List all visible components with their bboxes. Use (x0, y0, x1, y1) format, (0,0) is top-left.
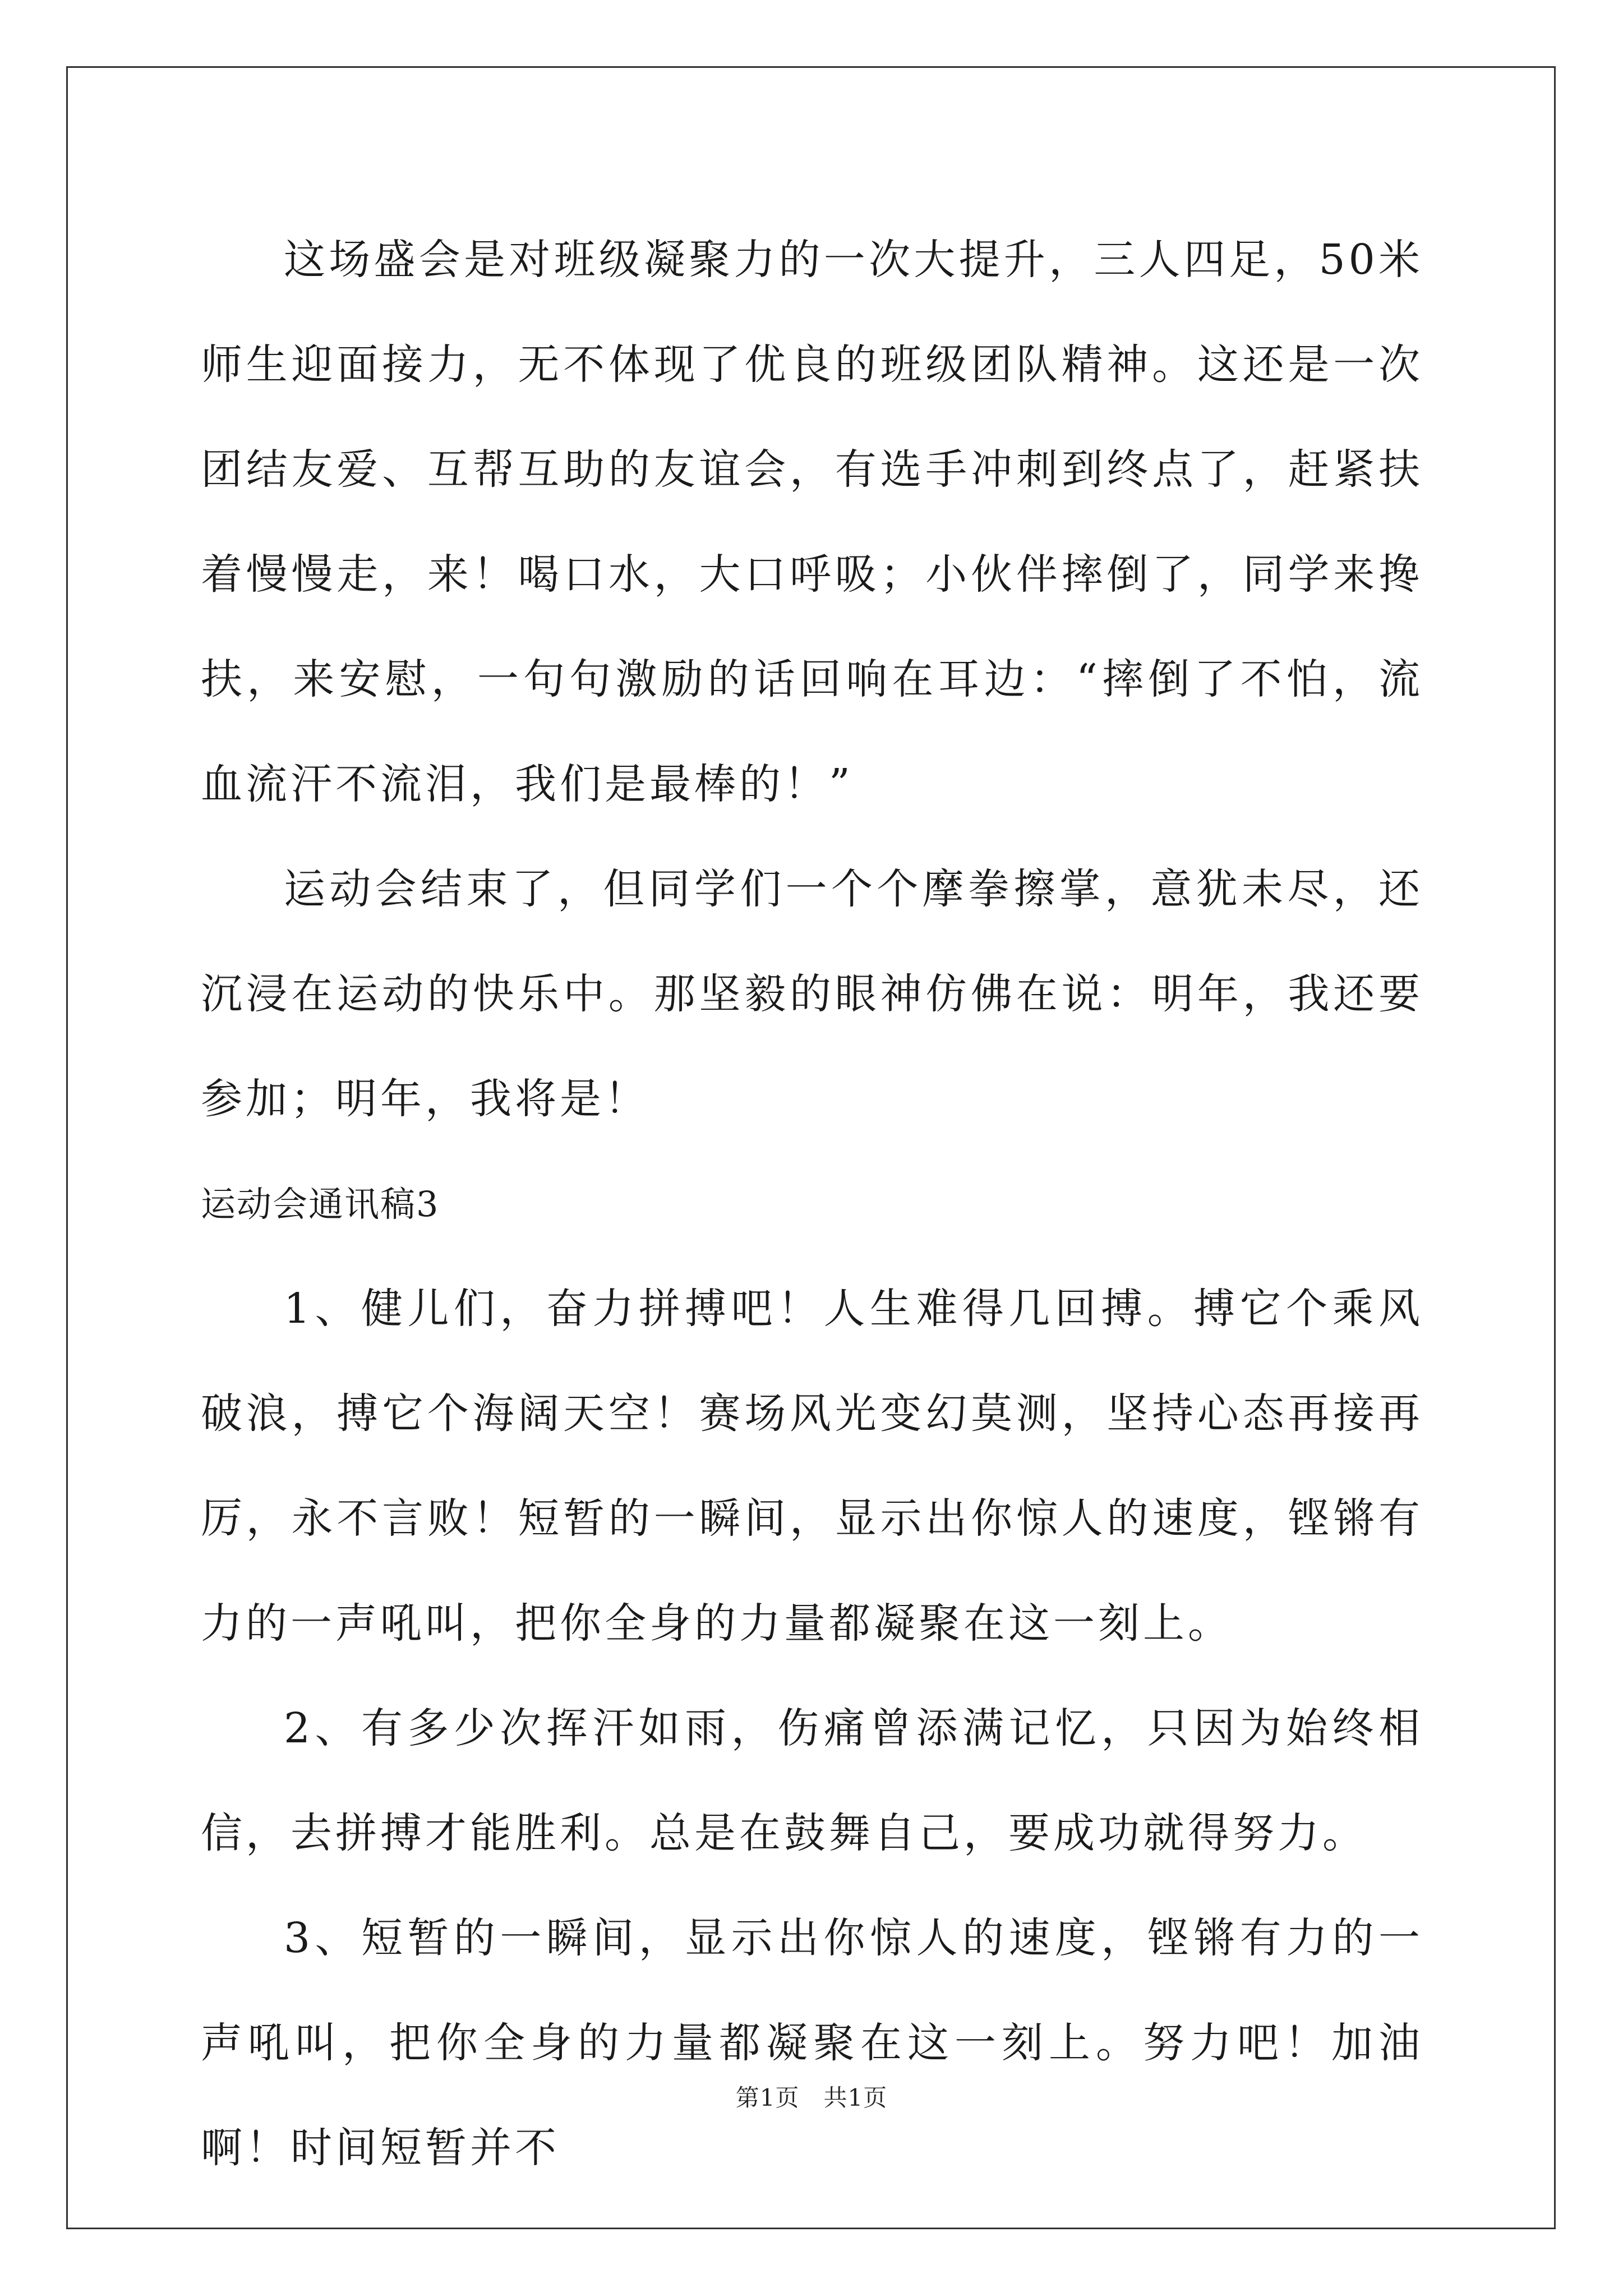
document-body (201, 208, 1423, 2201)
page-footer: 第1页 共1页 (735, 2084, 888, 2111)
paragraph-item-2: 2、有多少次挥汗如雨，伤痛曾添满记忆，只因为始终相信，去拼搏才能胜利。总是在鼓舞自己，要成功就得努力。 (201, 1704, 1423, 1857)
paragraph-sports-meet-cohesion: 这场盛会是对班级凝聚力的一次大提升，三人四足，50米师生迎面接力，无不体现了优良的班级团队精神。这还是一次团结友爱、互帮互助的友谊会，有选手冲刺到终点了，赶紧扶着慢慢走，来！喝口水，大口呼吸；小伙伴摔倒了，同学来搀扶，来安慰，一句句激励的话回响在耳边：“摔倒了不怕，流血流汗不流泪，我们是最棒的！” (201, 236, 1423, 808)
paragraph-sports-meet-ending: 运动会结束了，但同学们一个个摩拳擦掌，意犹未尽，还沉浸在运动的快乐中。那坚毅的眼神仿佛在说：明年，我还要参加；明年，我将是！ (201, 865, 1423, 1123)
paragraph-item-3: 3、短暂的一瞬间，显示出你惊人的速度，铿锵有力的一声吼叫，把你全身的力量都凝聚在这一刻上。努力吧！加油啊！时间短暂并不 (201, 1914, 1423, 2172)
section-heading: 运动会通讯稿3 (201, 1184, 440, 1225)
paragraph-item-1: 1、健儿们，奋力拼搏吧！人生难得几回搏。搏它个乘风破浪，搏它个海阔天空！赛场风光变幻莫测，坚持心态再接再厉，永不言败！短暂的一瞬间，显示出你惊人的速度，铿锵有力的一声吼叫，把你全身的力量都凝聚在这一刻上。 (201, 1285, 1423, 1648)
